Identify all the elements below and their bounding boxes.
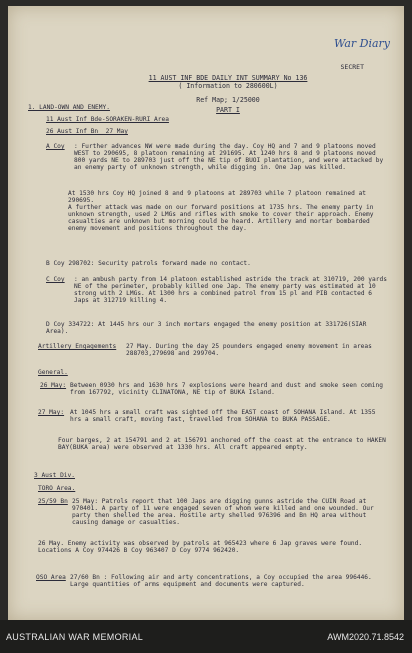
toro-heading: TORO Area. — [38, 485, 76, 492]
a-coy-text: : Further advances NW were made during the day. Coy HQ and 7 and 9 platoons moved WEST to 290695, 8 platoon remaining at 291695. At 1240 hrs 8 and 9 platoons moved 800 yards NE to 289703 just off the NE tip of BUOI plantation, and were attacked by an enemy party of unknown strength, while digging in. One Jap was killed. — [74, 143, 387, 171]
section-heading: 1. LAND-OWN AND ENEMY. — [28, 104, 110, 111]
c-coy-text: : an ambush party from 14 platoon established astride the track at 310719, 200 yards NE of the perimeter, probably killed one Jap. The enemy party was estimated at 10 strong with 2 LMGs. At 1300 hrs a combined patrol from 15 pl and PIB contacted 6 Japs at 312719 killing 4. — [74, 276, 391, 304]
document-page — [8, 6, 404, 620]
general-26-text: Between 0930 hrs and 1630 hrs 7 explosions were heard and dust and smoke seen coming from 167792, vicinity CLINATONA, NE tip of BUKA Island. — [70, 382, 387, 396]
general-heading: General. — [38, 369, 68, 376]
oso-area-text: 27/60 Bn : Following air and arty concentrations, a Coy occupied the area 996446. Large quantities of arms equipment and documents were captured. — [70, 574, 376, 588]
part-label: PART I — [216, 106, 240, 114]
battalion-heading: 26 Aust Inf Bn 27 May — [46, 128, 128, 135]
ref-map: Ref Map; 1/25000 — [196, 96, 260, 104]
b-coy-entry: B Coy 298702: Security patrols forward made no contact. — [46, 260, 251, 267]
institution-name: AUSTRALIAN WAR MEMORIAL — [6, 632, 144, 642]
general-26-label: 26 May: — [40, 382, 67, 389]
title-line-2: ( Information to 280600L) — [178, 82, 278, 90]
a-coy-text-2: At 1530 hrs Coy HQ joined 8 and 9 platoons at 289703 while 7 platoon remained at 290695. — [68, 190, 370, 204]
document-title — [78, 74, 378, 114]
classification-label: SECRET — [340, 63, 364, 71]
record-id: AWM2020.71.8542 — [327, 632, 404, 642]
area-heading: 11 Aust Inf Bde-SORAKEN-RURI Area — [46, 116, 169, 123]
title-line-1: 11 AUST INF BDE DAILY INT SUMMARY No 136 — [148, 74, 308, 82]
bn-25-59-label: 25/59 Bn — [38, 498, 68, 505]
division-heading: 3 Aust Div. — [34, 472, 75, 479]
bn-25-59-text: 25 May: Patrols report that 100 Japs are digging gunns astride the CUIN Road at 970401. A party of 11 were engaged seven of whom were killed and one wounded. Our party then shelled the area. Hostile arty shelled 976396 and Bn HQ area without causing damage or casualties. — [72, 498, 378, 526]
general-27-text-2: Four barges, 2 at 154791 and 2 at 156791 anchored off the coast at the entrance to HAKEN BAY(BUKA area) were observed at 1330 hrs. All craft appeared empty. — [58, 437, 390, 451]
handwritten-note: War Diary — [333, 37, 390, 50]
general-27-label: 27 May: — [38, 409, 65, 416]
a-coy-label: A Coy — [46, 143, 65, 150]
a-coy-text-3: A further attack was made on our forward positions at 1735 hrs. The enemy party in unknown strength, used 2 LMGs and rifles with smoke to cover their approach. Enemy casualties are unknown but morning could be heard. Artillery and mortar bombarded enemy movement and positions throughout the day. — [68, 204, 378, 232]
oso-area-label: OSO Area — [36, 574, 66, 581]
archive-footer — [0, 620, 412, 653]
c-coy-label: C Coy — [46, 276, 65, 283]
artillery-text: 27 May. During the day 25 pounders engaged enemy movement in areas 288703,279698 and 299704. — [126, 343, 376, 357]
artillery-label: Artillery Engagements — [38, 343, 117, 350]
general-27-text: At 1045 hrs a small craft was sighted off the EAST coast of SOHANA Island. At 1355 hrs a small craft, moving fast, travelled from SOHANA to BUKA PASSAGE. — [70, 409, 380, 423]
may-26-entry: 26 May. Enemy activity was observed by patrols at 965423 where 6 Jap graves were found. Locations A Coy 974426 B Coy 963407 D Coy 9774 962420. — [38, 540, 366, 554]
d-coy-entry: D Coy 334722: At 1445 hrs our 3 inch mortars engaged the enemy position at 331726(SIAR Area). — [46, 321, 371, 335]
